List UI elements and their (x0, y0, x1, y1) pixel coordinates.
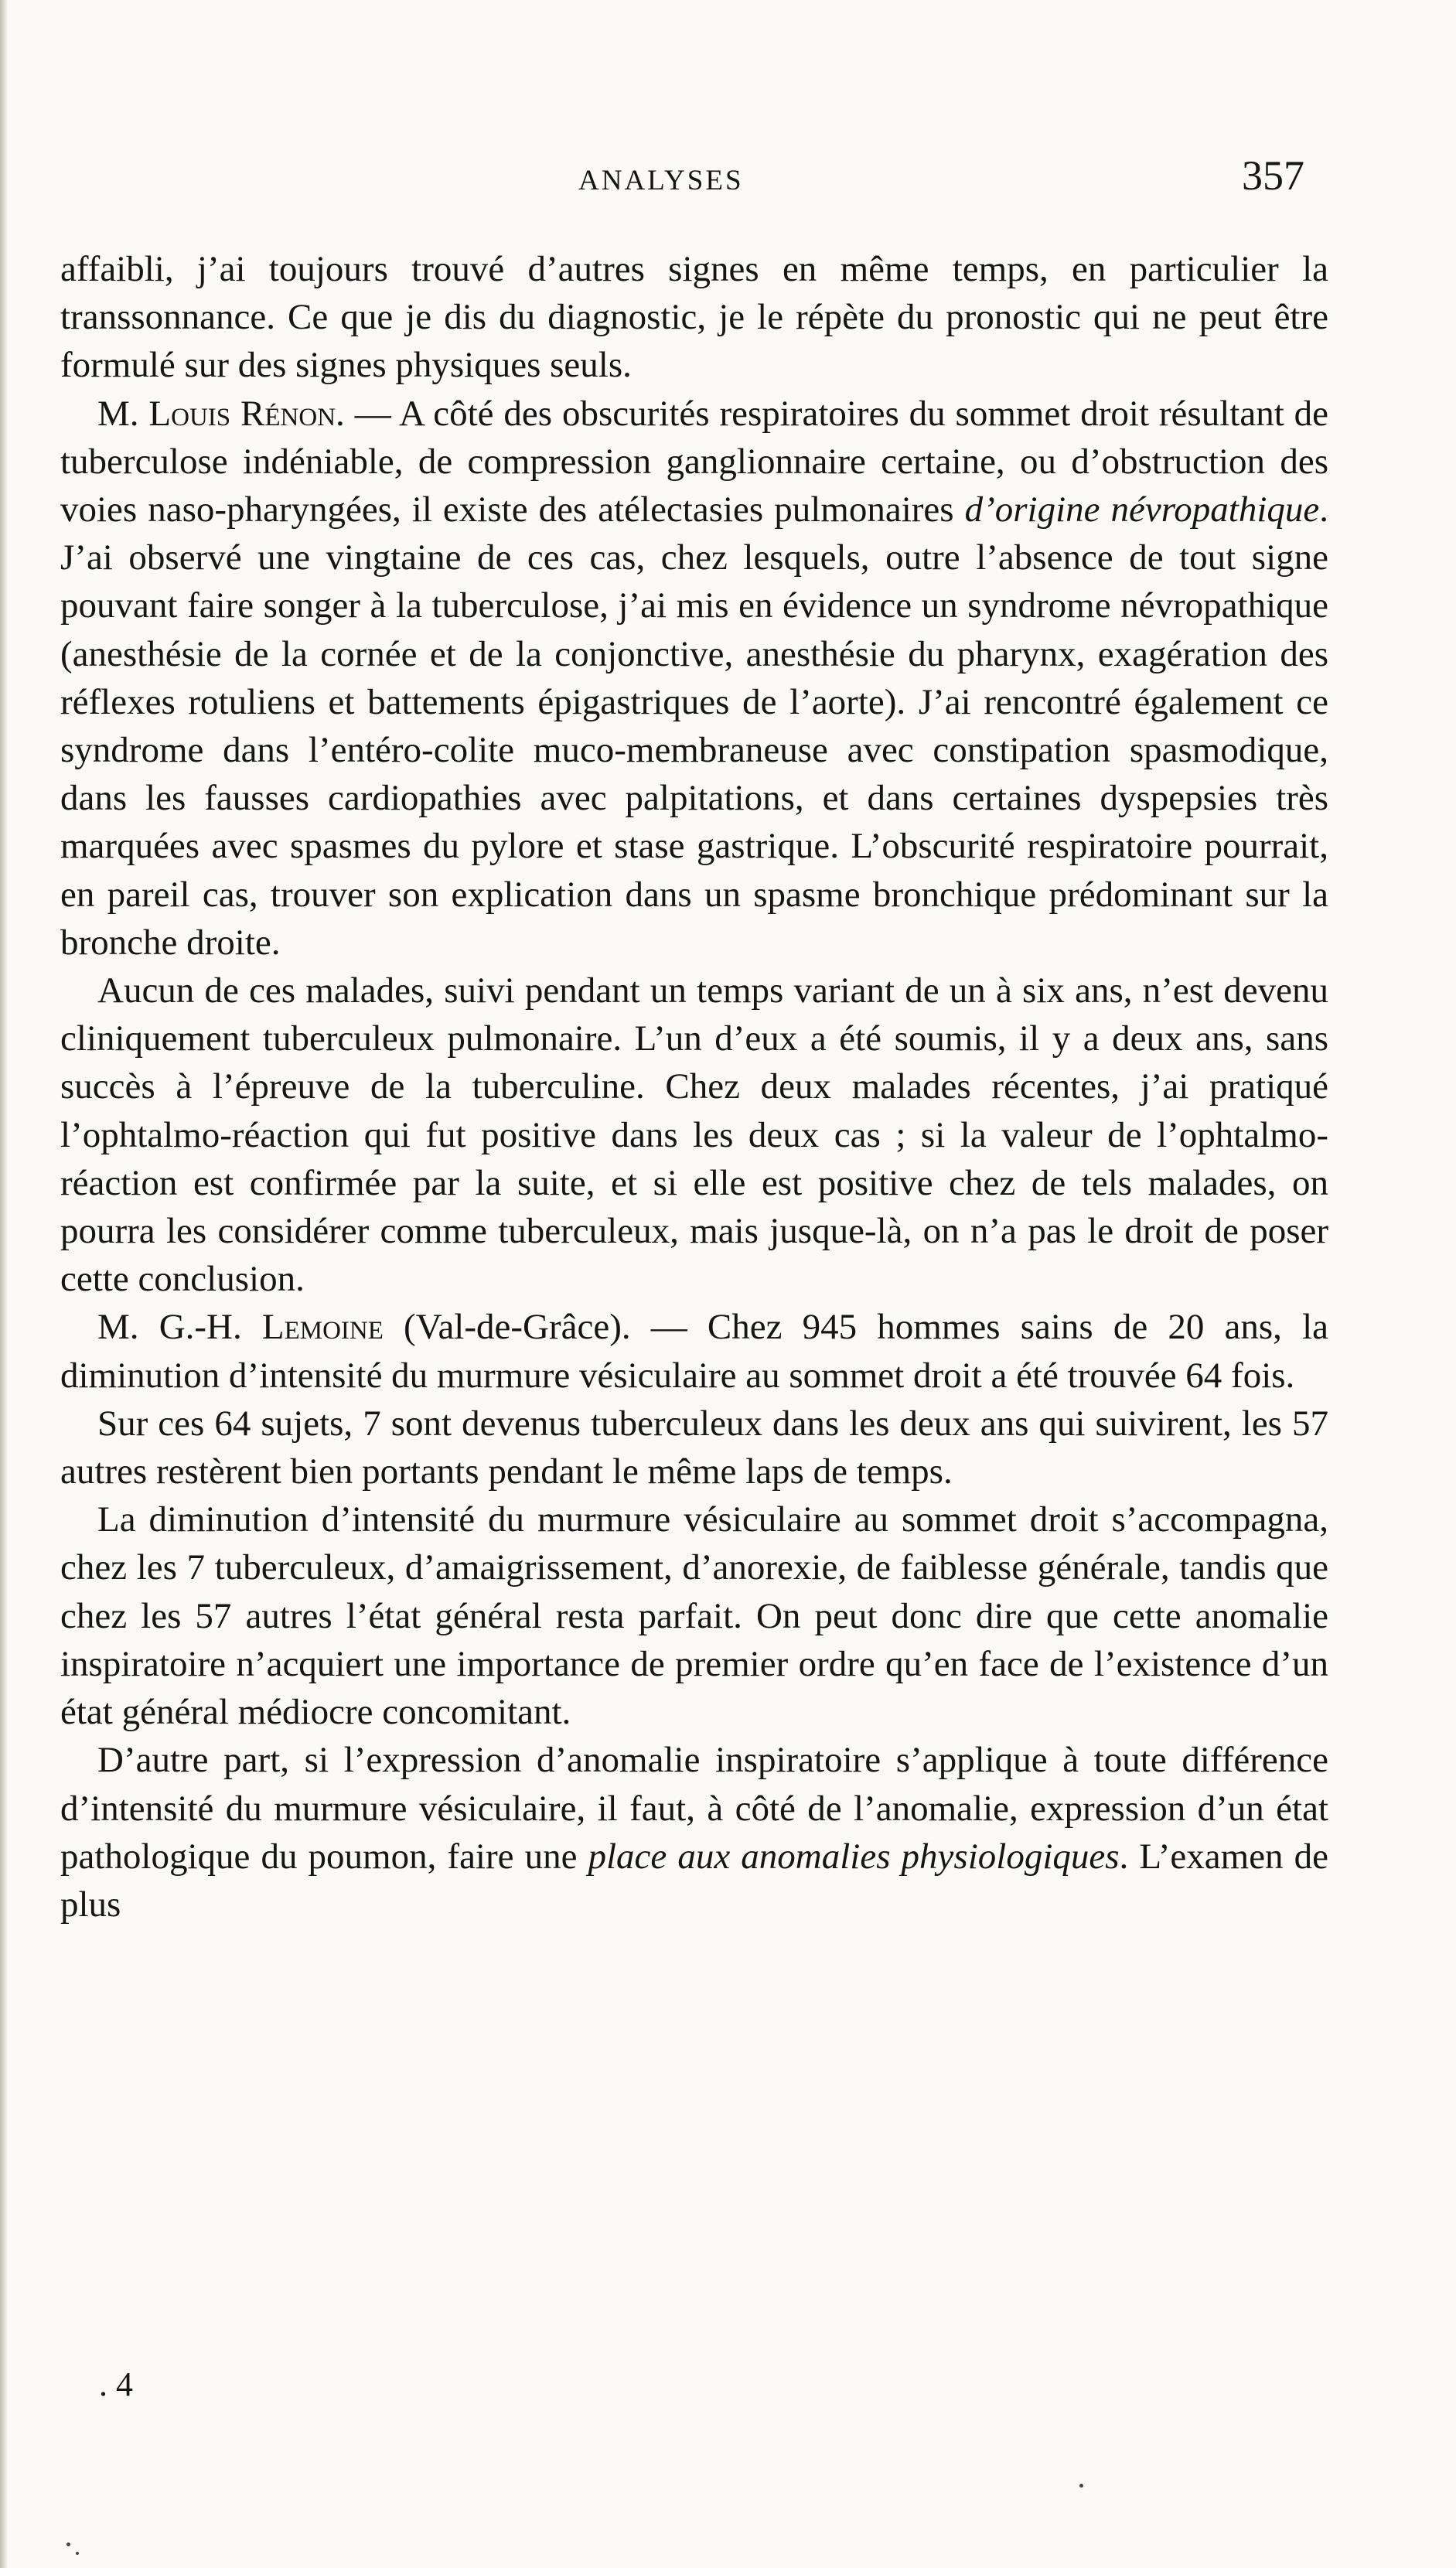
ink-speck (66, 2542, 70, 2546)
page-edge-shadow (0, 0, 8, 2568)
paragraph-7-italic: place aux anomalies physiologiques (588, 1836, 1120, 1877)
paragraph-2-text-a: — A côté des obscurités respiratoires du sommet droit résultant de tuberculose indéniable, de compression ganglionnaire certaine, ou d’obstruction des voies naso-pharyngées, il existe des atélectasies pulmonaires (60, 393, 1329, 530)
ink-speck (76, 2552, 79, 2555)
paragraph-2-text-b: . J’ai observé une vingtaine de ces cas, chez lesquels, outre l’absence de tout signe pouvant faire songer à la tuberculose, j’ai mis en évidence un syndrome névropathique (anesthésie de la cornée et de la conjonctive, anesthésie du pharynx, exagération des réflexes rotuliens et battements épigastriques de l’aorte). J’ai rencontré également ce syndrome dans l’entéro-colite muco-membraneuse avec constipation spasmodique, dans les fausses cardiopathies avec palpitations, et dans certaines dyspepsies très marquées avec spasmes du pylore et stase gastrique. L’obscurité respiratoire pourrait, en pareil cas, trouver son explication dans un spasme bronchique prédominant sur la bronche droite. (60, 489, 1329, 963)
ink-speck (1079, 2484, 1083, 2488)
article-body (60, 245, 1328, 1929)
speaker-name: M. Louis Rénon. (97, 393, 345, 434)
running-head: ANALYSES (578, 165, 744, 196)
paragraph-5: Sur ces 64 sujets, 7 sont devenus tuberculeux dans les deux ans qui suivirent, les 57 autres restèrent bien portants pendant le même laps de temps. (60, 1403, 1328, 1492)
paragraph-7-text-b: . L’examen de plus (60, 1836, 1328, 1925)
paragraph-4-text: (Val-de-Grâce). — Chez 945 hommes sains de 20 ans, la diminution d’intensité du murmure vésiculaire au sommet droit a été trouvée 64 fois. (60, 1307, 1328, 1396)
paragraph-6: La diminution d’intensité du murmure vésiculaire au sommet droit s’accompagna, chez les 7 tuberculeux, d’amaigrissement, d’anorexie, de faiblesse générale, tandis que chez les 57 autres l’état général resta parfait. On peut donc dire que cette anomalie inspiratoire n’acquiert une importance de premier ordre qu’en face de l’existence d’un état général médiocre concomitant. (60, 1499, 1328, 1733)
page-number: 357 (1242, 152, 1304, 199)
paragraph-4 (60, 1303, 1328, 1399)
paragraph-2 (60, 390, 1328, 967)
paragraph-1: affaibli, j’ai toujours trouvé d’autres signes en même temps, en particulier la transsonnance. Ce que je dis du diagnostic, je le répète du pronostic qui ne peut être formulé sur des signes physiques seuls. (60, 249, 1328, 386)
page-header (0, 152, 1456, 213)
paragraph-2-italic: d’origine névropathique (964, 489, 1320, 530)
signature-mark: . 4 (99, 2365, 133, 2403)
paragraph-3: Aucun de ces malades, suivi pendant un temps variant de un à six ans, n’est devenu cliniquement tuberculeux pulmonaire. L’un d’eux a été soumis, il y a deux ans, sans succès à l’épreuve de la tuberculine. Chez deux malades récentes, j’ai pratiqué l’ophtalmo-réaction qui fut positive dans les deux cas ; si la valeur de l’ophtalmo-réaction est confirmée par la suite, et si elle est positive chez de tels malades, on pourra les considérer comme tuberculeux, mais jusque-là, on n’a pas le droit de poser cette conclusion. (60, 970, 1328, 1300)
speaker-name: M. G.-H. Lemoine (97, 1307, 384, 1348)
paragraph-7 (60, 1736, 1328, 1929)
paragraph-7-text-a: D’autre part, si l’expression d’anomalie inspiratoire s’applique à toute différence d’intensité du murmure vésiculaire, il faut, à côté de l’anomalie, expression d’un état pathologique du poumon, faire une (60, 1740, 1328, 1877)
